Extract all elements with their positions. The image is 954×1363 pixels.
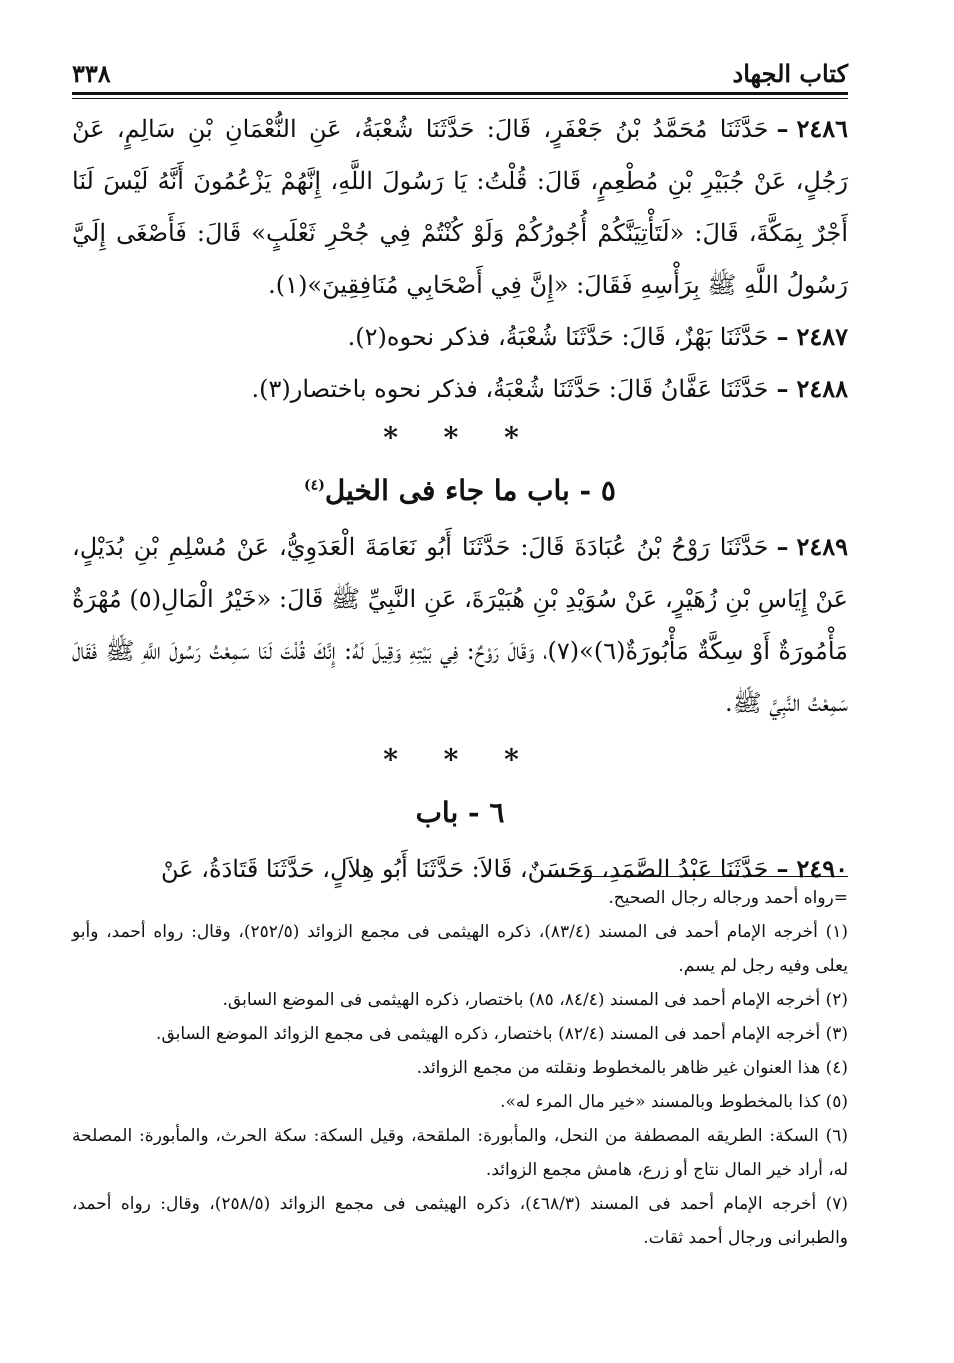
- footnote-rule: [548, 876, 848, 877]
- hadith-number: ٢٤٨٦: [796, 114, 848, 143]
- chapter-title: [72, 474, 848, 507]
- hadith-number: ٢٤٨٩: [796, 532, 848, 561]
- footnotes: [72, 876, 848, 1255]
- hadith-number: ٢٤٨٧: [796, 322, 848, 351]
- page-header: [72, 42, 848, 86]
- hadith-number: ٢٤٩٠: [796, 854, 848, 883]
- hadith-2488: ٢٤٨٨–حَدَّثَنَا عَفَّانُ قَالَ: حَدَّثَنَا شُعْبَةُ، فذكر نحوه باختصار(٣).: [251, 374, 848, 403]
- hadith-2487: ٢٤٨٧–حَدَّثَنَا بَهْزٌ، قَالَ: حَدَّثَنَا شُعْبَةُ، فذكر نحوه(٢).: [347, 322, 848, 351]
- page-body: [72, 42, 848, 895]
- chapter-title-text: ٥ - باب ما جاء فى الخيل: [324, 474, 616, 507]
- footnote-7: (٧) أخرجه الإمام أحمد فى المسند (٤٦٨/٣)، ذكره الهيثمى فى مجمع الزوائد (٢٥٨/٥)، وقال: رواه أحمد، والطبرانى ورجال أحمد ثقات.: [72, 1194, 848, 1248]
- page-number: ٣٣٨: [72, 59, 111, 88]
- hadith-text: حَدَّثَنَا عَفَّانُ قَالَ: حَدَّثَنَا شُعْبَةُ، فذكر نحوه باختصار(٣).: [251, 375, 769, 403]
- chapter-footnote-ref: (٤): [304, 477, 325, 494]
- footnote-3: (٣) أخرجه الإمام أحمد فى المسند (٨٢/٤) باختصار، ذكره الهيثمى فى مجمع الزوائد الموضع السابق.: [156, 1024, 848, 1044]
- hadith-2490: ٢٤٩٠–حَدَّثَنَا عَبْدُ الصَّمَدِ، وَحَسَنٌ، قَالاَ: حَدَّثَنَا أَبُو هِلاَلٍ، حَدَّثَنَا قَتَادَةُ، عَنْ: [161, 854, 848, 883]
- footnote-continuation: =رواه أحمد ورجاله رجال الصحيح.: [608, 888, 848, 908]
- footnote-4: (٤) هذا العنوان غير ظاهر بالمخطوط ونقلته من مجمع الزوائد.: [416, 1058, 848, 1078]
- section-separator: * * *: [383, 421, 537, 454]
- footnote-1: (١) أخرجه الإمام أحمد فى المسند (٨٣/٤)، ذكره الهيثمى فى مجمع الزوائد (٢٥٢/٥)، وقال: رواه أحمد، وأبو يعلى وفيه رجل لم يسم.: [72, 922, 848, 976]
- chapter-title-text: ٦ - باب: [415, 796, 505, 829]
- header-rule-thick: [72, 92, 848, 95]
- footnote-6: (٦) السكة: الطريقه المصطفة من النحل، والمأبورة: الملقحة، وقيل السكة: سكة الحرث، والمأبورة: المصلحة له، أراد خير المال نتاج أو زرع، هامش مجمع الزوائد.: [72, 1126, 848, 1180]
- header-rule-thin: [72, 98, 848, 99]
- footnote-2: (٢) أخرجه الإمام أحمد فى المسند (٨٤/٤، ٨٥) باختصار، ذكره الهيثمى فى الموضع السابق.: [222, 990, 848, 1010]
- hadith-text: حَدَّثَنَا بَهْزٌ، قَالَ: حَدَّثَنَا شُعْبَةُ، فذكر نحوه(٢).: [347, 323, 769, 351]
- hadith-text: حَدَّثَنَا عَبْدُ الصَّمَدِ، وَحَسَنٌ، قَالاَ: حَدَّثَنَا أَبُو هِلاَلٍ، حَدَّثَنَا قَتَادَةُ، عَنْ: [161, 855, 769, 883]
- hadith-2486: ٢٤٨٦–حَدَّثَنَا مُحَمَّدُ بْنُ جَعْفَرٍ، قَالَ: حَدَّثَنَا شُعْبَةُ، عَنِ النُّعْمَانِ بْنِ سَالِمٍ، عَنْ رَجُلٍ، عَنْ جُبَيْرِ بْنِ مُطْعِمٍ، قَالَ: قُلْتُ: يَا رَسُولَ اللَّهِ، إِنَّهُمْ يَزْعُمُونَ أَنَّهُ لَيْسَ لَنَا أَجْرٌ بِمَكَّةَ، قَالَ: «لَتَأْتِيَنَّكُمْ أُجُورُكُمْ وَلَوْ كُنْتُمْ فِي جُحْرِ ثَعْلَبٍ» قَالَ: فَأَصْغَى إِلَيَّ رَسُولُ اللَّهِ ﷺ بِرَأْسِهِ فَقَالَ: «إِنَّ فِي أَصْحَابِي مُنَافِقِينَ»(١).: [72, 114, 848, 299]
- hadith-text: حَدَّثَنَا رَوْحُ بْنُ عُبَادَةَ قَالَ: حَدَّثَنَا أَبُو نَعَامَةَ الْعَدَوِيُّ، عَنْ مُسْلِمِ بْنِ بُدَيْلٍ، عَنْ إِيَاسِ بْنِ زُهَيْرٍ، عَنْ سُوَيْدِ بْنِ هُبَيْرَةَ، عَنِ النَّبِيِّ ﷺ قَالَ: «خَيْرُ الْمَالِ(٥) مُهْرَةٌ مَأْمُورَةٌ أَوْ سِكَّةٌ مَأْبُورَةٌ(٦)»(٧)، وَقَالَ رَوْحٌ: فِي بَيْتِهِ وَقِيلَ لَهُ: إِنَّكَ قُلْتَ لَنَا سَمِعْتُ رَسُولَ اللَّهِ ﷺ فَقَالَ سَمِعْتُ النَّبِيَّ ﷺ.: [72, 533, 849, 717]
- chapter-title: [72, 796, 848, 829]
- hadith-number: ٢٤٨٨: [796, 374, 848, 403]
- hadith-text: حَدَّثَنَا مُحَمَّدُ بْنُ جَعْفَرٍ، قَالَ: حَدَّثَنَا شُعْبَةُ، عَنِ النُّعْمَانِ بْنِ سَالِمٍ، عَنْ رَجُلٍ، عَنْ جُبَيْرِ بْنِ مُطْعِمٍ، قَالَ: قُلْتُ: يَا رَسُولَ اللَّهِ، إِنَّهُمْ يَزْعُمُونَ أَنَّهُ لَيْسَ لَنَا أَجْرٌ بِمَكَّةَ، قَالَ: «لَتَأْتِيَنَّكُمْ أُجُورُكُمْ وَلَوْ كُنْتُمْ فِي جُحْرِ ثَعْلَبٍ» قَالَ: فَأَصْغَى إِلَيَّ رَسُولُ اللَّهِ ﷺ بِرَأْسِهِ فَقَالَ: «إِنَّ فِي أَصْحَابِي مُنَافِقِينَ»(١).: [72, 115, 848, 299]
- section-separator: * * *: [383, 743, 537, 776]
- book-title: كتاب الجهاد: [732, 59, 848, 88]
- hadith-2489: ٢٤٨٩–حَدَّثَنَا رَوْحُ بْنُ عُبَادَةَ قَالَ: حَدَّثَنَا أَبُو نَعَامَةَ الْعَدَوِيُّ، عَنْ مُسْلِمِ بْنِ بُدَيْلٍ، عَنْ إِيَاسِ بْنِ زُهَيْرٍ، عَنْ سُوَيْدِ بْنِ هُبَيْرَةَ، عَنِ النَّبِيِّ ﷺ قَالَ: «خَيْرُ الْمَالِ(٥) مُهْرَةٌ مَأْمُورَةٌ أَوْ سِكَّةٌ مَأْبُورَةٌ(٦)»(٧)، وَقَالَ رَوْحٌ: فِي بَيْتِهِ وَقِيلَ لَهُ: إِنَّكَ قُلْتَ لَنَا سَمِعْتُ رَسُولَ اللَّهِ ﷺ فَقَالَ سَمِعْتُ النَّبِيَّ ﷺ.: [72, 532, 849, 717]
- footnote-5: (٥) كذا بالمخطوط وبالمسند «خير مال المرء له».: [500, 1092, 848, 1112]
